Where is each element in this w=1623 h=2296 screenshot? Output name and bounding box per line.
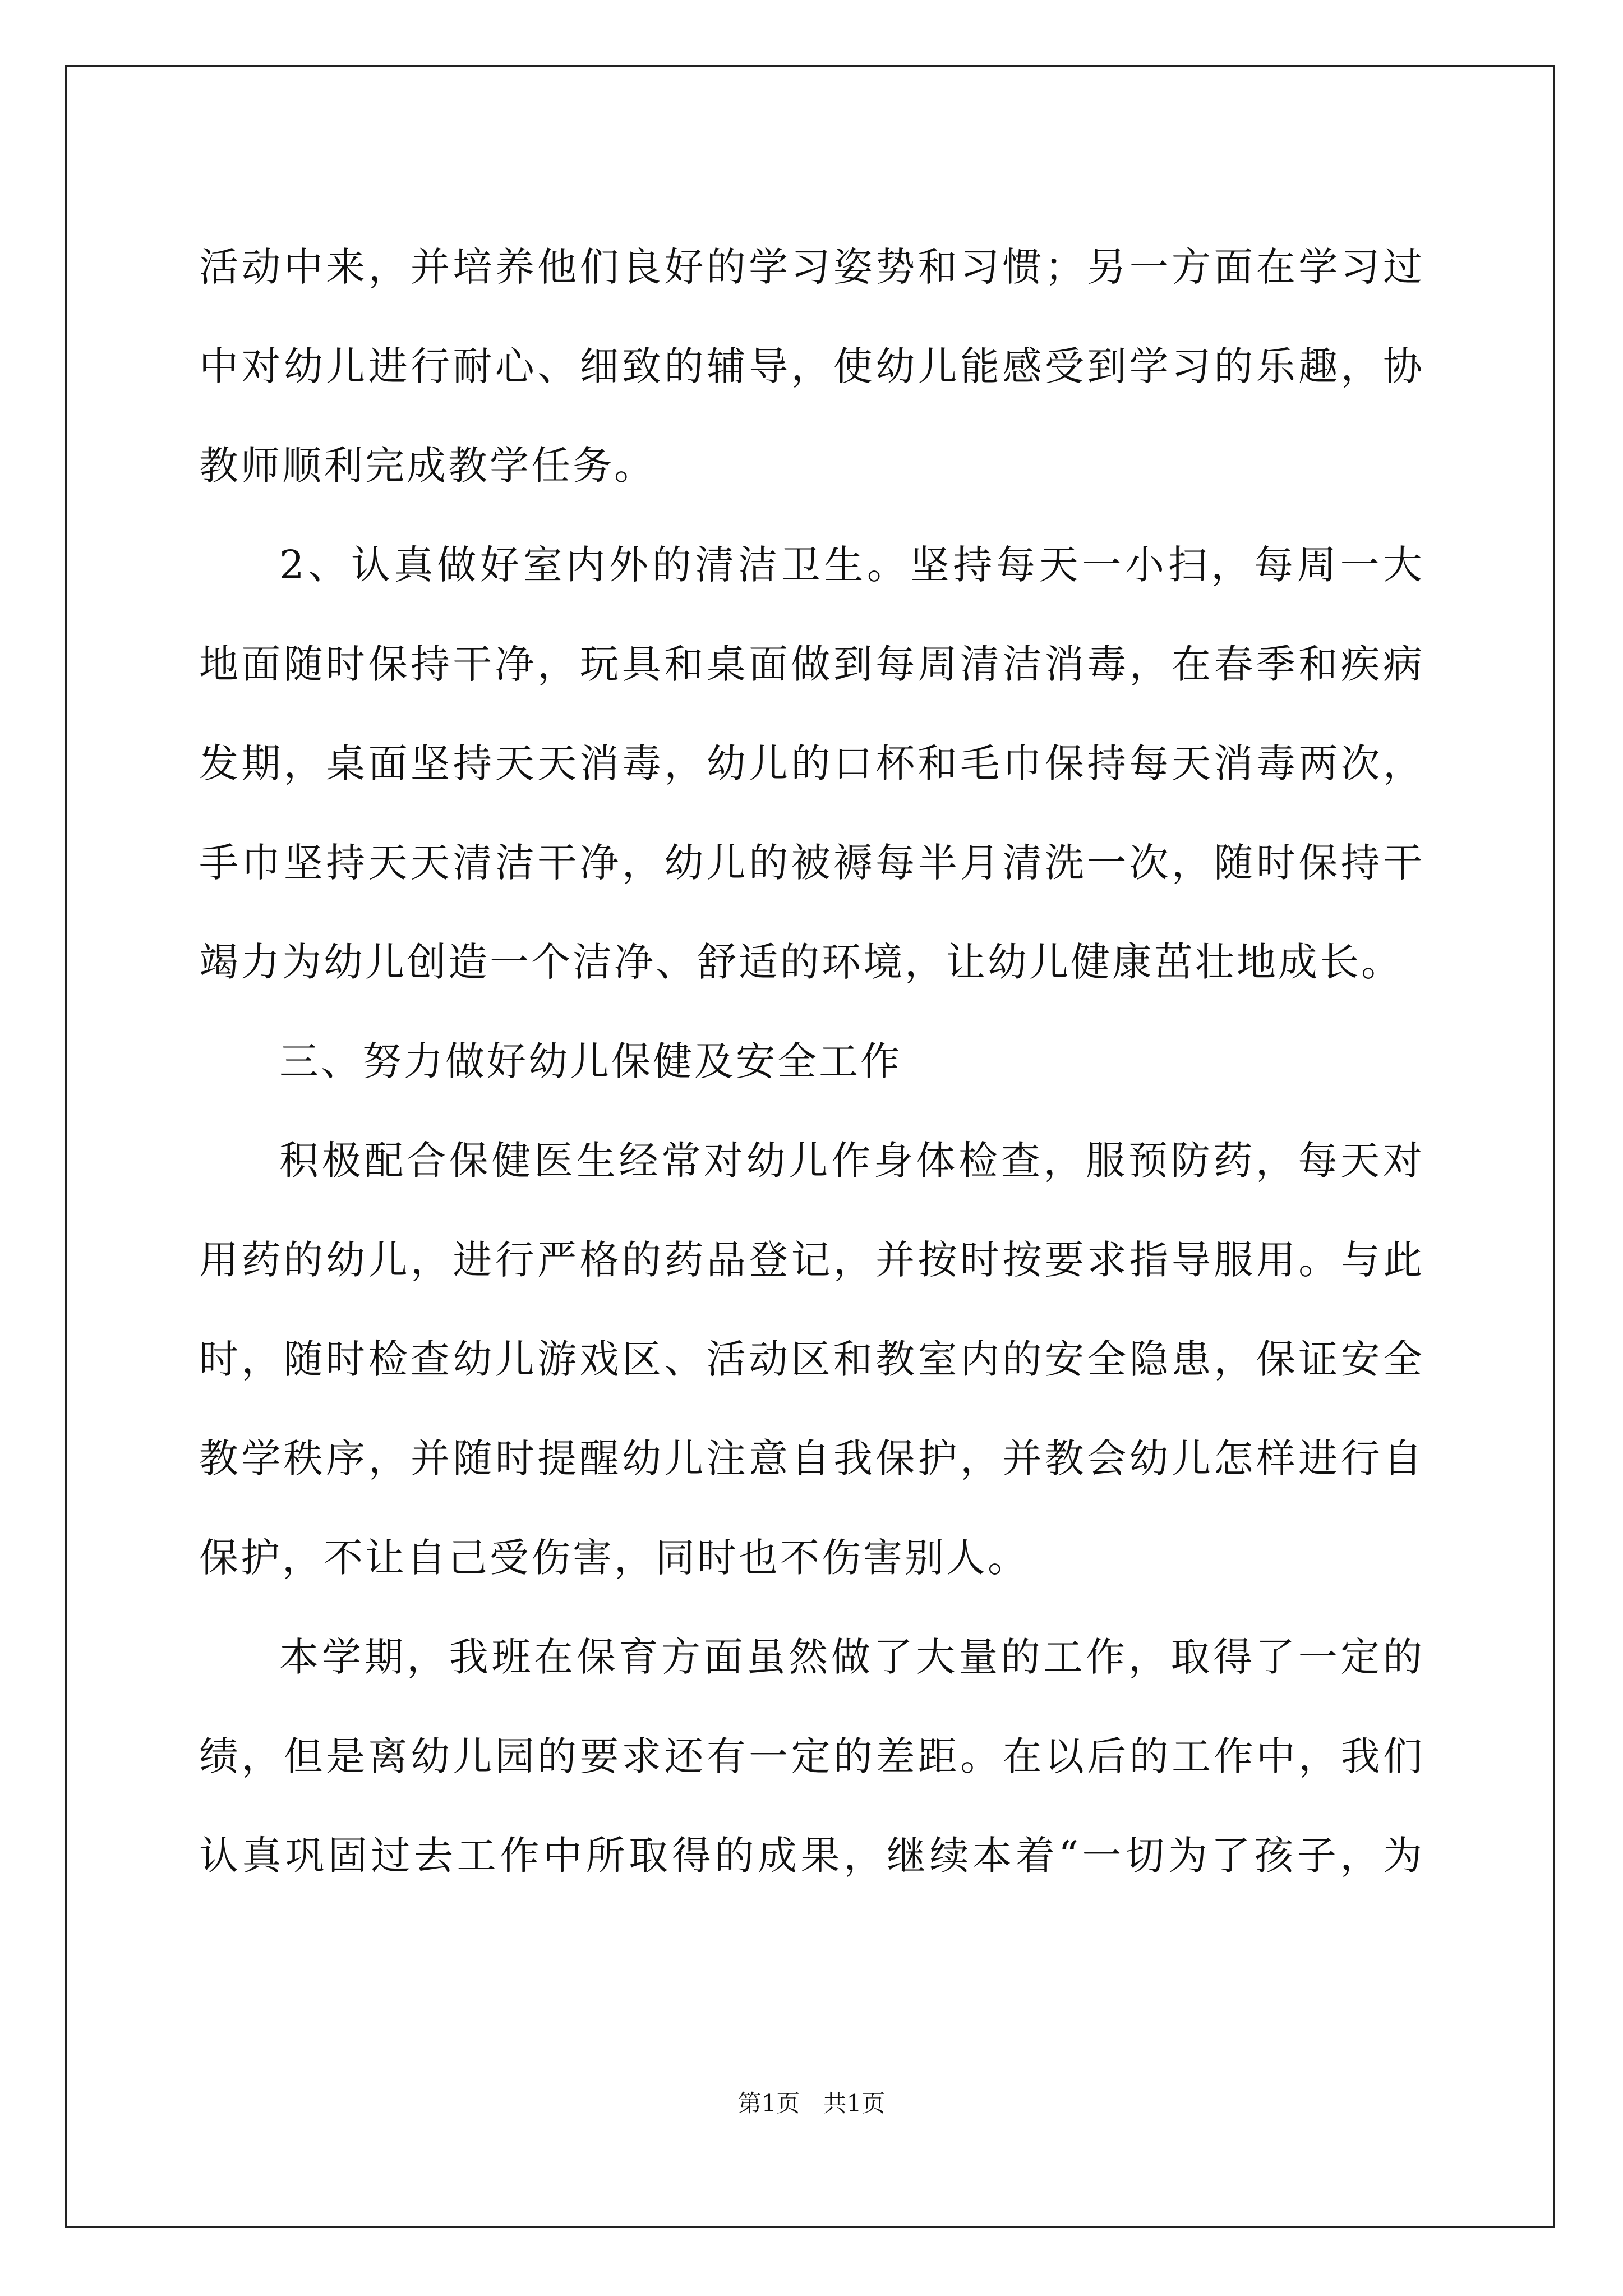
text-line: 本学期，我班在保育方面虽然做了大量的工作，取得了一定的 [279,1634,1424,1680]
page-total: 共1页 [823,2090,886,2117]
text-line: 地面随时保持干净，玩具和桌面做到每周清洁消毒，在春季和疾病 [199,641,1424,687]
text-line: 积极配合保健医生经常对幼儿作身体检查，服预防药，每天对 [279,1138,1424,1184]
text-line: 绩，但是离幼儿园的要求还有一定的差距。在以后的工作中，我们 [199,1733,1424,1779]
text-line: 中对幼儿进行耐心、细致的辅导，使幼儿能感受到学习的乐趣，协 [199,343,1424,389]
text-line: 竭力为幼儿创造一个洁净、舒适的环境，让幼儿健康茁壮地成长。 [199,939,1403,985]
text-line: 教师顺利完成教学任务。 [199,443,656,489]
text-line: 时，随时检查幼儿游戏区、活动区和教室内的安全隐患，保证安全 [199,1336,1424,1382]
text-line: 发期，桌面坚持天天消毒，幼儿的口杯和毛巾保持每天消毒两次， [199,740,1424,786]
page-number: 第1页 [737,2090,800,2117]
text-line: 认真巩固过去工作中所取得的成果，继续本着“一切为了孩子，为 [199,1833,1424,1879]
text-line: 2、认真做好室内外的清洁卫生。坚持每天一小扫，每周一大 [279,542,1424,588]
text-line: 保护，不让自己受伤害，同时也不伤害别人。 [199,1535,1029,1581]
document-body [199,218,1424,1906]
page-footer [0,2087,1623,2120]
text-line: 活动中来，并培养他们良好的学习姿势和习惯；另一方面在学习过 [199,244,1424,290]
text-line: 教学秩序，并随时提醒幼儿注意自我保护，并教会幼儿怎样进行自 [199,1435,1424,1481]
section-heading: 三、努力做好幼儿保健及安全工作 [279,1038,902,1084]
text-line: 手巾坚持天天清洁干净，幼儿的被褥每半月清洗一次，随时保持干 [199,840,1424,886]
text-line: 用药的幼儿，进行严格的药品登记，并按时按要求指导服用。与此 [199,1237,1424,1283]
